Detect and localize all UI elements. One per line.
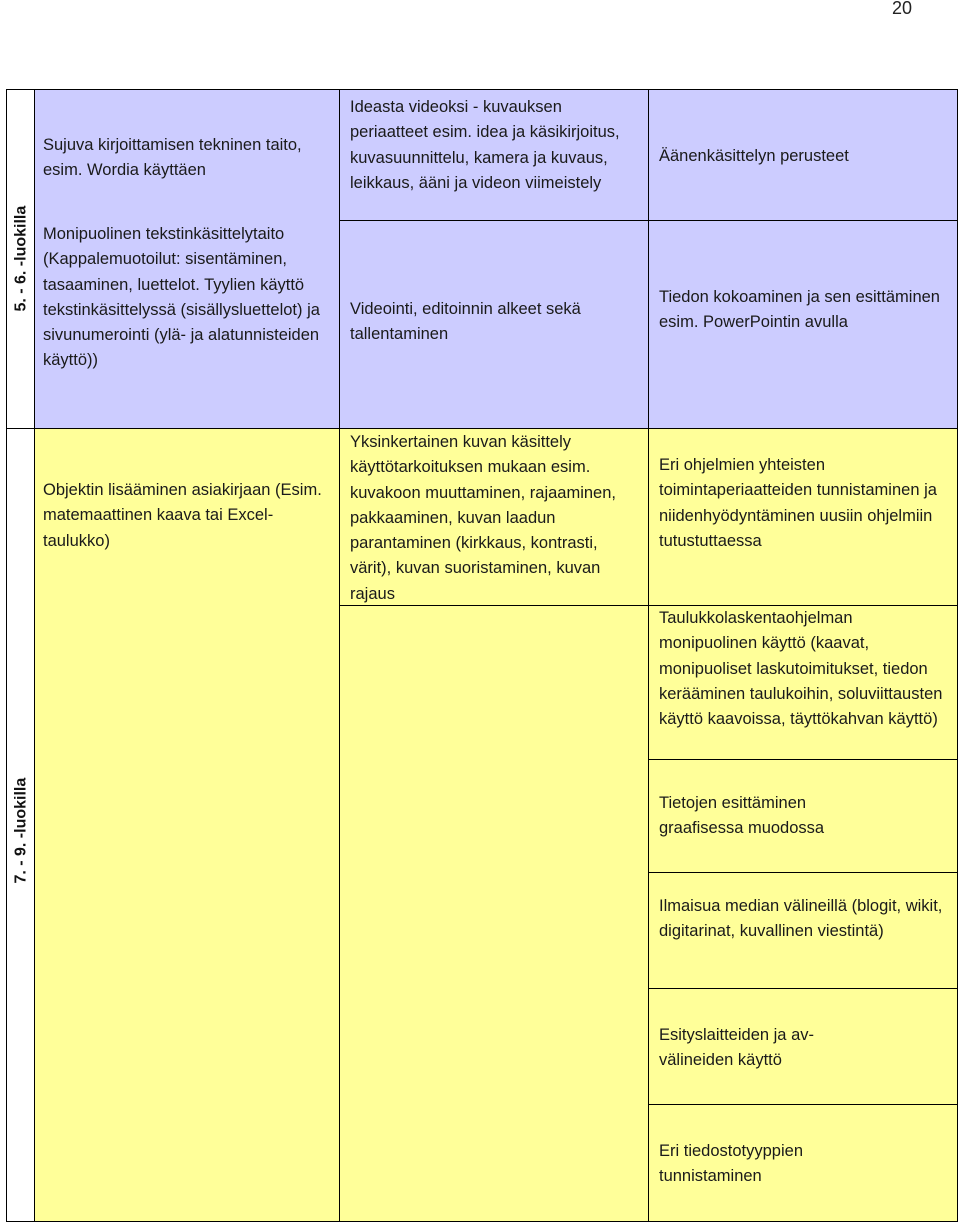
col3-cell-3 — [648, 428, 958, 606]
col2-item-2: Videointi, editoinnin alkeet sekä tallentaminen — [350, 300, 581, 344]
col3-item-8: Eri tiedostotyyppien tunnistaminen — [659, 1142, 803, 1186]
col1-item-1: Sujuva kirjoittamisen tekninen taito, esim. Wordia käyttäen — [43, 136, 302, 180]
col2-cell-empty — [339, 605, 649, 1222]
page-number: 20 — [891, 0, 912, 18]
col3-item-1: Äänenkäsittelyn perusteet — [659, 147, 849, 165]
grade-label-5-6: 5. - 6. -luokilla — [12, 206, 30, 312]
col2-item-1: Ideasta videoksi - kuvauksen periaatteet esim. idea ja käsikirjoitus, kuvasuunnittelu, kamera ja kuvaus, leikkaus, ääni ja videon viimeistely — [350, 98, 620, 192]
col2-cell-2 — [339, 220, 649, 429]
col1-grades-5-6-cell — [34, 89, 340, 429]
col1-item-3: Objektin lisääminen asiakirjaan (Esim. matemaattinen kaava tai Excel-taulukko) — [43, 481, 322, 550]
grade-label-cell-7-9 — [6, 428, 35, 1222]
col3-cell-1 — [648, 89, 958, 221]
col3-cell-6 — [648, 872, 958, 989]
col3-item-7: Esityslaitteiden ja av-välineiden käyttö — [659, 1026, 814, 1070]
col3-item-5: Tietojen esittäminen graafisessa muodossa — [659, 794, 825, 838]
col2-cell-1 — [339, 89, 649, 221]
col3-item-6: Ilmaisua median välineillä (blogit, wikit, digitarinat, kuvallinen viestintä) — [659, 897, 943, 941]
col3-cell-7 — [648, 988, 958, 1105]
curriculum-table — [6, 89, 958, 1222]
col1-item-2: Monipuolinen tekstinkäsittelytaito (Kappalemuotoilut: sisentäminen, tasaaminen, luettelot. Tyylien käyttö tekstinkäsittelyssä (sisällysluettelot) ja sivunumerointi (ylä- ja alatunnisteiden käyttö)) — [43, 225, 320, 370]
col3-item-3: Eri ohjelmien yhteisten toimintaperiaatteiden tunnistaminen ja niidenhyödyntäminen uusiin ohjelmiin tutustuttaessa — [659, 456, 937, 550]
col2-cell-3 — [339, 428, 649, 606]
grade-label-cell-5-6 — [6, 89, 35, 429]
col1-grades-7-9-cell — [34, 428, 340, 1222]
col3-cell-4 — [648, 605, 958, 760]
col3-cell-8 — [648, 1104, 958, 1222]
col2-item-3: Yksinkertainen kuvan käsittely käyttötarkoituksen mukaan esim. kuvakoon muuttaminen, rajaaminen, pakkaaminen, kuvan laadun parantaminen (kirkkaus, kontrasti, värit), kuvan suoristaminen, kuvan rajaus — [350, 433, 616, 603]
col3-item-4: Taulukkolaskentaohjelman monipuolinen käyttö (kaavat, monipuoliset laskutoimitukset, tiedon kerääminen taulukoihin, soluviittausten käyttö kaavoissa, täyttökahvan käyttö) — [659, 609, 943, 729]
grade-label-7-9: 7. - 9. -luokilla — [12, 778, 30, 884]
col3-item-2: Tiedon kokoaminen ja sen esittäminen esim. PowerPointin avulla — [659, 288, 940, 332]
col3-cell-5 — [648, 759, 958, 873]
col3-cell-2 — [648, 220, 958, 429]
